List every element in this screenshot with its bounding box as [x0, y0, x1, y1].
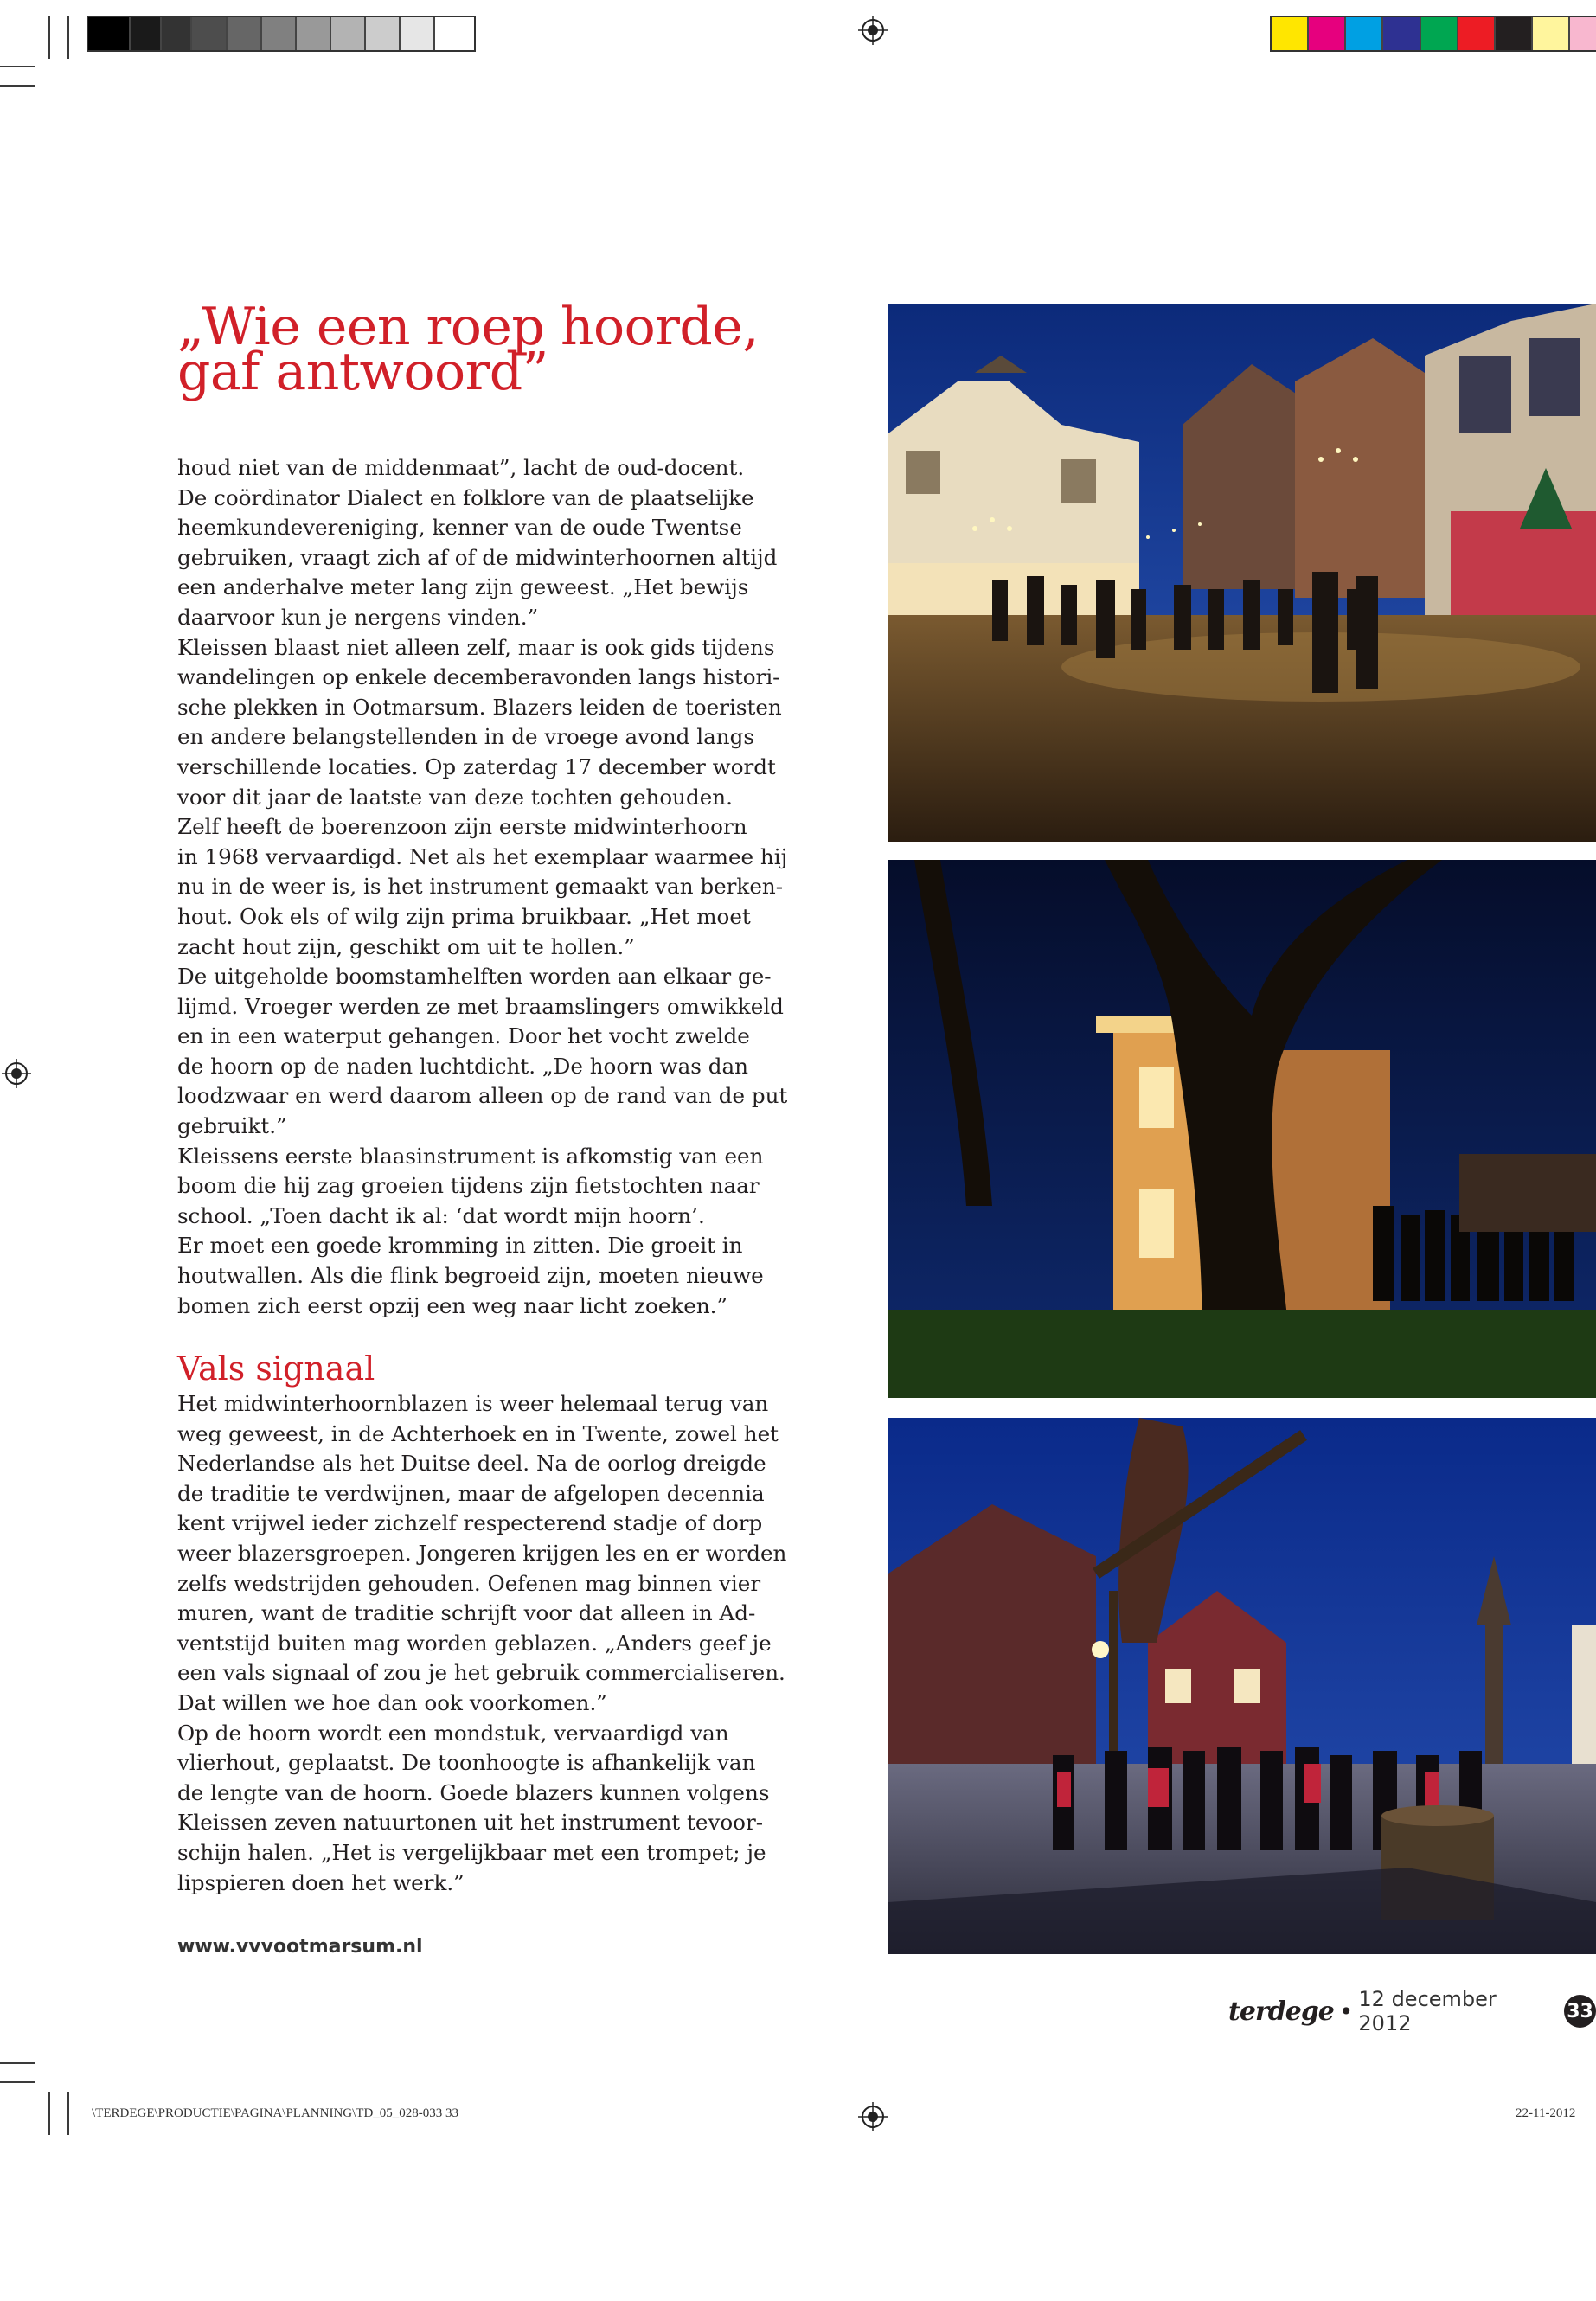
- body-text-line: verschillende locaties. Op zaterdag 17 december wordt: [177, 753, 776, 779]
- body-text-line: een anderhalve meter lang zijn geweest. „Het bewijs: [177, 574, 749, 600]
- article-headline: [177, 297, 783, 402]
- body-text-line: de lengte van de hoorn. Goede blazers kunnen volgens: [177, 1779, 770, 1805]
- body-text-line: Kleissen blaast niet alleen zelf, maar is ook gids tijdens: [177, 634, 775, 660]
- body-text-line: heemkundevereniging, kenner van de oude Twentse: [177, 515, 742, 541]
- body-text-line: vlierhout, geplaatst. De toonhoogte is afhankelijk van: [177, 1750, 756, 1776]
- body-text-line: houtwallen. Als die flink begroeid zijn, moeten nieuwe: [177, 1263, 764, 1289]
- body-text-line: Kleissen zeven natuurtonen uit het instrument tevoor-: [177, 1810, 764, 1836]
- body-text-line: nu in de weer is, is het instrument gemaakt van berken-: [177, 874, 784, 900]
- body-text-line: boom die hij zag groeien tijdens zijn fietstochten naar: [177, 1173, 760, 1199]
- body-text-line: hout. Ook els of wilg zijn prima bruikbaar. „Het moet: [177, 903, 751, 929]
- body-text-line: De coördinator Dialect en folklore van de plaatselijke: [177, 484, 754, 510]
- body-text-a: [177, 453, 788, 1321]
- color-swatch: [1272, 17, 1309, 50]
- color-swatch: [1346, 17, 1383, 50]
- body-text-line: wandelingen op enkele decemberavonden langs histori-: [177, 664, 780, 690]
- body-text-line: ventstijd buiten mag worden geblazen. „Anders geef je: [177, 1630, 772, 1656]
- photo-house-with-tree: [888, 860, 1596, 1398]
- body-text-line: kent vrijwel ieder zichzelf respecterend stadje of dorp: [177, 1510, 763, 1536]
- body-text-line: Zelf heeft de boerenzoon zijn eerste midwinterhoorn: [177, 814, 747, 840]
- body-text-line: zelfs wedstrijden gehouden. Oefenen mag binnen vier: [177, 1570, 761, 1596]
- color-swatch: [1533, 17, 1570, 50]
- color-swatch: [1309, 17, 1346, 50]
- color-swatch: [1458, 17, 1496, 50]
- section-subheading: Vals signaal: [177, 1349, 375, 1388]
- headline-line: gaf antwoord”: [177, 342, 548, 402]
- crop-mark: [48, 2092, 50, 2135]
- body-text-line: bomen zich eerst opzij een weg naar licht zoeken.”: [177, 1292, 728, 1318]
- body-text-line: en in een waterput gehangen. Door het vocht zwelde: [177, 1023, 750, 1049]
- body-text-line: De uitgeholde boomstamhelften worden aan elkaar ge-: [177, 964, 772, 990]
- body-text-line: Kleissens eerste blaasinstrument is afkomstig van een: [177, 1143, 764, 1169]
- body-text-line: houd niet van de middenmaat”, lacht de oud-docent.: [177, 455, 745, 480]
- body-text-line: Het midwinterhoornblazen is weer helemaal terug van: [177, 1391, 769, 1416]
- print-slug-path: \TERDEGE\PRODUCTIE\PAGINA\PLANNING\TD_05_028-033 33: [92, 2106, 459, 2120]
- print-slug-date: 22-11-2012: [1516, 2106, 1576, 2120]
- website-link[interactable]: www.vvvootmarsum.nl: [177, 1936, 423, 1958]
- color-calibration-strip: [1270, 16, 1596, 52]
- page-number-badge: 33: [1564, 1995, 1596, 2028]
- color-swatch: [1383, 17, 1420, 50]
- body-text-line: gebruikt.”: [177, 1113, 287, 1139]
- body-text-line: Dat willen we hoe dan ook voorkomen.”: [177, 1689, 607, 1715]
- body-text-line: Er moet een goede kromming in zitten. Die groeit in: [177, 1233, 743, 1259]
- body-text-line: daarvoor kun je nergens vinden.”: [177, 604, 539, 630]
- registration-mark-icon: [2, 1059, 31, 1088]
- body-text-line: loodzwaar en werd daarom alleen op de rand van de put: [177, 1083, 788, 1109]
- bullet-separator: •: [1338, 1997, 1354, 2026]
- body-text-b: [177, 1389, 787, 1898]
- page-footer: [1228, 1987, 1596, 2035]
- body-text-line: muren, want de traditie schrijft voor dat alleen in Ad-: [177, 1600, 756, 1626]
- color-swatch: [1570, 17, 1596, 50]
- body-text-line: lipspieren doen het werk.”: [177, 1869, 465, 1895]
- photo-market-square: [888, 304, 1596, 842]
- grayscale-calibration-strip: [87, 16, 476, 52]
- crop-mark: [67, 16, 69, 59]
- crop-mark: [0, 66, 35, 67]
- headline-line: „Wie een roep hoorde,: [177, 297, 759, 357]
- body-text-line: schijn halen. „Het is vergelijkbaar met een trompet; je: [177, 1839, 766, 1865]
- body-text-line: gebruiken, vraagt zich af of de midwinterhoornen altijd: [177, 544, 778, 570]
- body-text-line: de traditie te verdwijnen, maar de afgelopen decennia: [177, 1480, 765, 1506]
- registration-mark-icon: [858, 16, 888, 45]
- registration-mark-icon: [858, 2102, 888, 2131]
- crop-mark: [48, 16, 50, 59]
- body-text-line: Op de hoorn wordt een mondstuk, vervaardigd van: [177, 1720, 729, 1746]
- crop-mark: [0, 2062, 35, 2064]
- color-swatch: [1421, 17, 1458, 50]
- magazine-logo: terdege: [1228, 1996, 1334, 2027]
- crop-mark: [0, 2081, 35, 2083]
- body-text-line: Nederlandse als het Duitse deel. Na de oorlog dreigde: [177, 1451, 766, 1477]
- photo-well-crowd: [888, 1418, 1596, 1954]
- issue-date: 12 december 2012: [1358, 1987, 1497, 2035]
- body-text-line: voor dit jaar de laatste van deze tochten gehouden.: [177, 784, 733, 810]
- body-text-line: lijmd. Vroeger werden ze met braamslingers omwikkeld: [177, 993, 784, 1019]
- crop-mark: [0, 85, 35, 87]
- body-text-line: school. „Toen dacht ik al: ‘dat wordt mijn hoorn’.: [177, 1202, 705, 1228]
- body-text-line: weer blazersgroepen. Jongeren krijgen les en er worden: [177, 1540, 787, 1566]
- body-text-line: zacht hout zijn, geschikt om uit te hollen.”: [177, 933, 635, 959]
- crop-mark: [67, 2092, 69, 2135]
- color-swatch: [1496, 17, 1533, 50]
- body-text-line: in 1968 vervaardigd. Net als het exemplaar waarmee hij: [177, 843, 788, 869]
- body-text-line: weg geweest, in de Achterhoek en in Twente, zowel het: [177, 1420, 779, 1446]
- body-text-line: een vals signaal of zou je het gebruik commercialiseren.: [177, 1660, 785, 1686]
- body-text-line: en andere belangstellenden in de vroege avond langs: [177, 724, 754, 750]
- body-text-line: sche plekken in Ootmarsum. Blazers leiden de toeristen: [177, 694, 782, 720]
- body-text-line: de hoorn op de naden luchtdicht. „De hoorn was dan: [177, 1053, 748, 1079]
